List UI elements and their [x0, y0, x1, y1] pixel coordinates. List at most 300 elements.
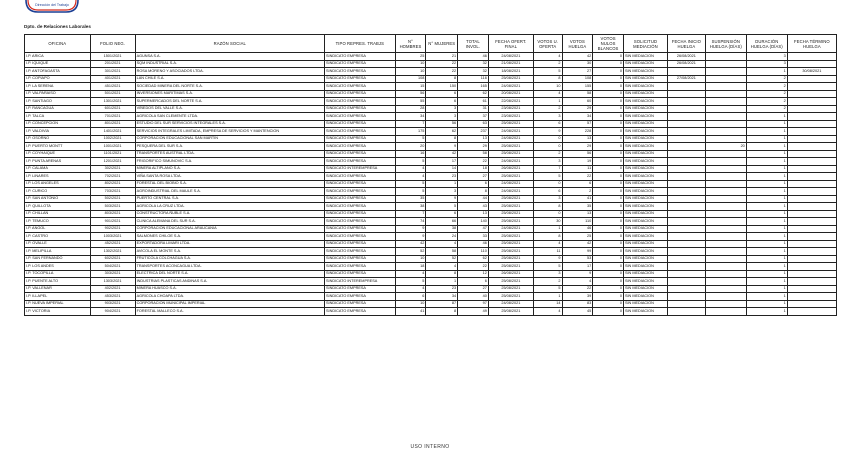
table-cell: 0	[593, 75, 624, 83]
table-cell	[787, 308, 836, 316]
table-cell: 1	[746, 195, 787, 203]
table-cell: 0	[533, 143, 562, 151]
table-cell: 35	[562, 203, 593, 211]
table-cell: 4	[533, 53, 562, 61]
table-cell	[705, 300, 746, 308]
table-cell: 116	[458, 75, 489, 83]
table-cell: 8	[426, 135, 458, 143]
table-cell: 20	[395, 143, 426, 151]
table-cell: 30	[533, 218, 562, 226]
table-cell: 10	[533, 83, 562, 91]
table-cell: 29	[562, 105, 593, 113]
table-cell: 4	[395, 173, 426, 181]
table-cell: 1	[746, 270, 787, 278]
table-row	[25, 173, 837, 181]
table-cell: 62	[426, 128, 458, 136]
table-cell: 1	[533, 98, 562, 106]
table-cell: 26/08/2021	[667, 53, 705, 61]
table-cell: AGRICOLA CHOAPA LTDA.	[135, 293, 324, 301]
table-cell: 1	[746, 143, 787, 151]
table-cell: 34	[395, 113, 426, 121]
table-cell: SOCIEDAD MINERA DEL NORTE S.A.	[135, 83, 324, 91]
table-cell: 20	[705, 143, 746, 151]
table-cell: 23	[426, 285, 458, 293]
column-header: N° MUJERES	[426, 35, 458, 53]
table-cell: 22	[458, 263, 489, 271]
table-row	[25, 150, 837, 158]
table-row	[25, 75, 837, 83]
table-cell: 1	[746, 203, 787, 211]
table-cell: 29	[562, 143, 593, 151]
table-cell: AGROINDUSTRIAL DEL MAULE S.A.	[135, 188, 324, 196]
table-row	[25, 120, 837, 128]
table-cell: 1	[533, 225, 562, 233]
table-cell: SINDICATO EMPRESA	[325, 180, 396, 188]
column-header: FECHA TÉRMINO HUELGA	[787, 35, 836, 53]
table-row	[25, 188, 837, 196]
table-row	[25, 135, 837, 143]
table-cell: SIN MEDIACION	[623, 90, 667, 98]
table-cell	[705, 128, 746, 136]
table-cell	[705, 210, 746, 218]
table-cell: SIN MEDIACION	[623, 105, 667, 113]
table-cell	[787, 195, 836, 203]
table-cell: SIN MEDIACION	[623, 233, 667, 241]
table-cell	[787, 293, 836, 301]
table-cell: FORESTAL MALLECO S.A.	[135, 308, 324, 316]
table-cell: 22	[426, 60, 458, 68]
table-cell: 1201/2021	[90, 158, 135, 166]
table-cell	[787, 225, 836, 233]
table-cell	[667, 263, 705, 271]
table-cell: I.P. OVALLE	[25, 240, 91, 248]
table-cell: 40	[458, 293, 489, 301]
table-cell: 802/2021	[90, 180, 135, 188]
table-cell: SINDICATO EMPRESA	[325, 225, 396, 233]
table-cell: SINDICATO EMPRESA	[325, 203, 396, 211]
table-cell: I.P. CURICO	[25, 188, 91, 196]
table-cell: 5	[395, 188, 426, 196]
table-cell: 5	[395, 180, 426, 188]
table-cell: 2	[746, 75, 787, 83]
table-cell: 38	[426, 225, 458, 233]
table-cell: TRANSPORTES ACONCAGUA LTDA.	[135, 263, 324, 271]
table-cell: 1	[746, 278, 787, 286]
table-cell: 25/08/2021	[488, 248, 533, 256]
table-cell: 38	[395, 203, 426, 211]
table-cell: 25/08/2021	[488, 150, 533, 158]
table-cell: 74	[395, 218, 426, 226]
table-cell: I.P. VALPARAISO	[25, 90, 91, 98]
table-cell: 0	[593, 150, 624, 158]
table-cell: 8	[533, 75, 562, 83]
table-cell: I.P. QUILLOTA	[25, 203, 91, 211]
table-cell: 8	[426, 75, 458, 83]
table-cell: SIN MEDIACION	[623, 128, 667, 136]
table-cell: 1501/2021	[90, 53, 135, 61]
table-cell: 175	[395, 128, 426, 136]
table-cell: 904/2021	[90, 308, 135, 316]
table-cell: 4	[562, 278, 593, 286]
table-cell	[667, 90, 705, 98]
table-cell	[667, 83, 705, 91]
table-cell: SINDICATO EMPRESA	[325, 90, 396, 98]
table-cell: 1	[746, 113, 787, 121]
table-cell: 0	[593, 233, 624, 241]
table-cell: 8	[533, 233, 562, 241]
table-cell: 2	[746, 105, 787, 113]
table-cell	[705, 270, 746, 278]
table-cell: 49	[458, 308, 489, 316]
table-cell	[705, 180, 746, 188]
table-cell: 0	[593, 120, 624, 128]
table-cell	[705, 83, 746, 91]
table-cell: 46	[458, 240, 489, 248]
table-cell: 8	[426, 308, 458, 316]
table-cell: 201/2021	[90, 60, 135, 68]
table-cell: PUERTO CENTRAL S.A.	[135, 195, 324, 203]
table-row	[25, 113, 837, 121]
table-cell: 29	[458, 143, 489, 151]
table-cell: 303/2021	[90, 270, 135, 278]
table-cell: 18/08/2021	[488, 68, 533, 76]
table-cell: CONSTRUCTORA ÑUBLE S.A.	[135, 210, 324, 218]
table-cell	[787, 188, 836, 196]
table-cell: SALMONES CHILOE S.A.	[135, 233, 324, 241]
table-cell: 502/2021	[90, 195, 135, 203]
table-cell: SIN MEDIACION	[623, 158, 667, 166]
table-cell: 0	[593, 105, 624, 113]
table-cell	[705, 68, 746, 76]
table-cell: 0	[593, 225, 624, 233]
table-cell: 0	[593, 195, 624, 203]
table-cell: 10	[395, 60, 426, 68]
table-cell: 6	[426, 210, 458, 218]
table-cell: 58	[426, 248, 458, 256]
table-cell: I.P. COYHAIQUE	[25, 150, 91, 158]
table-cell: 1	[746, 240, 787, 248]
table-cell: 26/08/2021	[488, 270, 533, 278]
table-cell: 13	[562, 135, 593, 143]
table-cell: 60	[562, 98, 593, 106]
column-header: N° HOMBRES	[395, 35, 426, 53]
table-cell: SINDICATO EMPRESA	[325, 53, 396, 61]
table-cell	[787, 60, 836, 68]
column-header: VOTOS HUELGA	[562, 35, 593, 53]
table-cell	[705, 60, 746, 68]
table-cell: 10	[395, 68, 426, 76]
table-cell: SQM INDUSTRIAL S.A.	[135, 60, 324, 68]
table-cell: 3	[533, 270, 562, 278]
table-cell	[667, 158, 705, 166]
table-cell: 25/08/2021	[488, 308, 533, 316]
table-cell: I.P. TOCOPILLA	[25, 270, 91, 278]
table-cell: 150	[426, 83, 458, 91]
table-row	[25, 225, 837, 233]
table-cell: INDUSTRIAS PLASTICAS ANDINAS S.A.	[135, 278, 324, 286]
table-cell: 155	[562, 83, 593, 91]
table-cell: 41	[395, 308, 426, 316]
table-cell: 0	[593, 83, 624, 91]
table-cell: I.P. RANCAGUA	[25, 105, 91, 113]
table-cell: 2	[746, 90, 787, 98]
table-cell: SINDICATO EMPRESA	[325, 248, 396, 256]
table-cell: 13	[562, 210, 593, 218]
table-cell: 4	[395, 285, 426, 293]
table-cell: 14	[426, 165, 458, 173]
table-cell: 18	[458, 165, 489, 173]
table-cell: 801/2021	[90, 120, 135, 128]
table-cell: 228	[562, 128, 593, 136]
table-cell: 1	[746, 233, 787, 241]
table-cell: 37	[458, 113, 489, 121]
table-cell: I.P. PUERTO MONTT	[25, 143, 91, 151]
table-cell: I.P. SAN ANTONIO	[25, 195, 91, 203]
table-cell: 6	[458, 278, 489, 286]
table-cell: 61	[458, 98, 489, 106]
table-cell: SINDICATO EMPRESA	[325, 135, 396, 143]
department-title: Dpto. de Relaciones Laborales	[24, 24, 91, 29]
table-cell: 902/2021	[90, 225, 135, 233]
table-cell: SINDICATO EMPRESA	[325, 150, 396, 158]
table-row	[25, 203, 837, 211]
table-cell	[705, 293, 746, 301]
table-cell	[787, 173, 836, 181]
table-cell	[705, 113, 746, 121]
table-cell: I.P. ANTOFAGASTA	[25, 68, 91, 76]
table-cell	[667, 113, 705, 121]
table-row	[25, 195, 837, 203]
table-cell: 23/08/2021	[488, 113, 533, 121]
table-cell: 83	[562, 300, 593, 308]
table-cell: 0	[593, 135, 624, 143]
table-row	[25, 90, 837, 98]
table-cell: 6	[426, 98, 458, 106]
table-cell: SINDICATO EMPRESA	[325, 188, 396, 196]
table-cell: 32	[458, 60, 489, 68]
table-cell	[667, 293, 705, 301]
table-cell: I.P. LOS ANGELES	[25, 180, 91, 188]
table-cell	[787, 233, 836, 241]
table-cell: ROSA MORENO Y ASOCIADOS LTDA.	[135, 68, 324, 76]
table-cell	[787, 255, 836, 263]
table-cell: AVICOLA EL MONTE S.A.	[135, 248, 324, 256]
table-cell: 8	[458, 188, 489, 196]
table-cell: I.P. CALAMA	[25, 165, 91, 173]
table-cell: SINDICATO EMPRESA	[325, 263, 396, 271]
table-cell	[667, 128, 705, 136]
table-cell: 25/08/2021	[488, 203, 533, 211]
table-cell: ESTUDIO DEL SUR SERVICIOS INTEGRALES S.A.	[135, 120, 324, 128]
table-cell	[787, 113, 836, 121]
table-cell: 503/2021	[90, 203, 135, 211]
table-cell: 703/2021	[90, 188, 135, 196]
table-cell: 22	[458, 158, 489, 166]
table-cell: 47	[458, 225, 489, 233]
table-cell	[667, 68, 705, 76]
table-cell	[705, 263, 746, 271]
table-cell	[705, 255, 746, 263]
table-cell	[787, 270, 836, 278]
table-cell	[787, 158, 836, 166]
table-cell	[667, 225, 705, 233]
table-cell: SIN MEDIACION	[623, 278, 667, 286]
table-cell: 56	[426, 120, 458, 128]
table-cell	[667, 165, 705, 173]
table-cell: 0	[593, 98, 624, 106]
table-cell: 53	[562, 255, 593, 263]
table-cell: 24	[426, 233, 458, 241]
table-cell: 25/08/2021	[488, 240, 533, 248]
table-cell	[667, 278, 705, 286]
table-cell: 1003/2021	[90, 233, 135, 241]
table-cell: 2	[533, 278, 562, 286]
column-header: VOTOS NULOS BLANCOS	[593, 35, 624, 53]
table-cell: 58	[458, 150, 489, 158]
table-cell: 0	[593, 203, 624, 211]
table-cell: 6	[458, 180, 489, 188]
table-cell: 1	[746, 128, 787, 136]
table-cell	[705, 98, 746, 106]
column-header: SOLICITUD MEDIACIÓN	[623, 35, 667, 53]
table-cell: SINDICATO EMPRESA	[325, 285, 396, 293]
table-cell: 2	[533, 60, 562, 68]
table-cell: LAN CHILE S.A.	[135, 75, 324, 83]
table-cell: SINDICATO EMPRESA	[325, 255, 396, 263]
table-cell: CORPORACION MUNICIPAL IMPERIAL	[135, 300, 324, 308]
table-cell: 1	[746, 225, 787, 233]
table-cell: 108	[562, 75, 593, 83]
table-cell: 21	[426, 53, 458, 61]
table-cell	[787, 98, 836, 106]
table-cell: 702/2021	[90, 173, 135, 181]
table-cell	[787, 128, 836, 136]
table-cell	[705, 53, 746, 61]
table-cell: 62	[458, 255, 489, 263]
table-cell: 24/08/2021	[488, 53, 533, 61]
table-cell: SINDICATO EMPRESA	[325, 105, 396, 113]
table-cell: 0	[593, 218, 624, 226]
table-cell: CORPORACION EDUCACIONAL SAN MARTIN	[135, 135, 324, 143]
table-cell: 302/2021	[90, 165, 135, 173]
table-cell: 9	[395, 233, 426, 241]
table-cell: 0	[593, 263, 624, 271]
table-cell: 4	[533, 308, 562, 316]
table-row	[25, 165, 837, 173]
table-cell	[787, 285, 836, 293]
column-header: FECHA INICIO HUELGA	[667, 35, 705, 53]
table-cell: SINDICATO EMPRESA	[325, 83, 396, 91]
table-cell: 110	[562, 218, 593, 226]
table-cell	[787, 180, 836, 188]
column-header: RAZÓN SOCIAL	[135, 35, 324, 53]
table-cell: 165	[458, 83, 489, 91]
table-cell	[705, 225, 746, 233]
table-cell: 19	[562, 158, 593, 166]
table-cell: SIN MEDIACION	[623, 165, 667, 173]
table-cell: 7	[395, 120, 426, 128]
table-cell	[667, 203, 705, 211]
table-cell: 52	[395, 248, 426, 256]
table-cell	[705, 278, 746, 286]
table-cell	[787, 120, 836, 128]
table-cell: SIN MEDIACION	[623, 225, 667, 233]
table-row	[25, 158, 837, 166]
table-cell: 24/08/2021	[488, 180, 533, 188]
column-header: VOTOS U. OFERTA	[533, 35, 562, 53]
table-cell: SIN MEDIACION	[623, 68, 667, 76]
table-cell: SIN MEDIACION	[623, 113, 667, 121]
table-cell: I.P. VICTORIA	[25, 308, 91, 316]
table-cell: 97	[458, 300, 489, 308]
table-cell: 5	[533, 285, 562, 293]
table-cell: 25/08/2021	[488, 143, 533, 151]
table-cell: SIN MEDIACION	[623, 210, 667, 218]
column-header: TOTAL INVOL.	[458, 35, 489, 53]
table-cell: 25/08/2021	[488, 210, 533, 218]
table-cell: 39	[562, 293, 593, 301]
table-cell: SIN MEDIACION	[623, 60, 667, 68]
table-cell: 16	[395, 150, 426, 158]
table-cell	[705, 90, 746, 98]
table-cell: 1	[746, 165, 787, 173]
table-cell: 701/2021	[90, 113, 135, 121]
table-cell: 18	[395, 263, 426, 271]
table-cell: SINDICATO EMPRESA	[325, 173, 396, 181]
table-cell: 99	[562, 248, 593, 256]
table-cell: 9	[533, 128, 562, 136]
table-cell	[667, 255, 705, 263]
table-cell: 1301/2021	[90, 98, 135, 106]
table-cell	[667, 135, 705, 143]
table-cell: 0	[593, 90, 624, 98]
table-cell: 8	[426, 270, 458, 278]
table-header-row	[25, 35, 837, 53]
table-cell: SINDICATO EMPRESA	[325, 60, 396, 68]
table-cell: SIN MEDIACION	[623, 218, 667, 226]
table-cell: 1	[746, 210, 787, 218]
table-row	[25, 105, 837, 113]
table-cell: 1001/2021	[90, 143, 135, 151]
table-cell: 1	[746, 248, 787, 256]
table-cell: SINDICATO EMPRESA	[325, 98, 396, 106]
column-header: FOLIO NEG.	[90, 35, 135, 53]
table-cell: 43	[458, 203, 489, 211]
table-cell: SINDICATO EMPRESA	[325, 195, 396, 203]
table-cell	[705, 240, 746, 248]
table-cell: 34	[562, 113, 593, 121]
table-cell: 2	[746, 83, 787, 91]
table-cell: 21/08/2021	[488, 60, 533, 68]
table-cell: 22/08/2021	[488, 98, 533, 106]
table-cell: 1303/2021	[90, 278, 135, 286]
table-cell: 23	[426, 173, 458, 181]
table-cell: 3	[426, 105, 458, 113]
table-cell	[667, 173, 705, 181]
table-cell: 5	[533, 173, 562, 181]
table-cell	[667, 195, 705, 203]
table-cell: 1	[746, 263, 787, 271]
table-cell	[705, 165, 746, 173]
table-cell: 2	[533, 105, 562, 113]
table-cell: 3	[746, 53, 787, 61]
table-cell: 28	[395, 105, 426, 113]
table-cell: 1	[746, 68, 787, 76]
table-cell: SUPERMERCADOS DEL NORTE S.A.	[135, 98, 324, 106]
table-cell: 30	[562, 60, 593, 68]
table-cell	[787, 263, 836, 271]
table-cell: 25/08/2021	[488, 173, 533, 181]
